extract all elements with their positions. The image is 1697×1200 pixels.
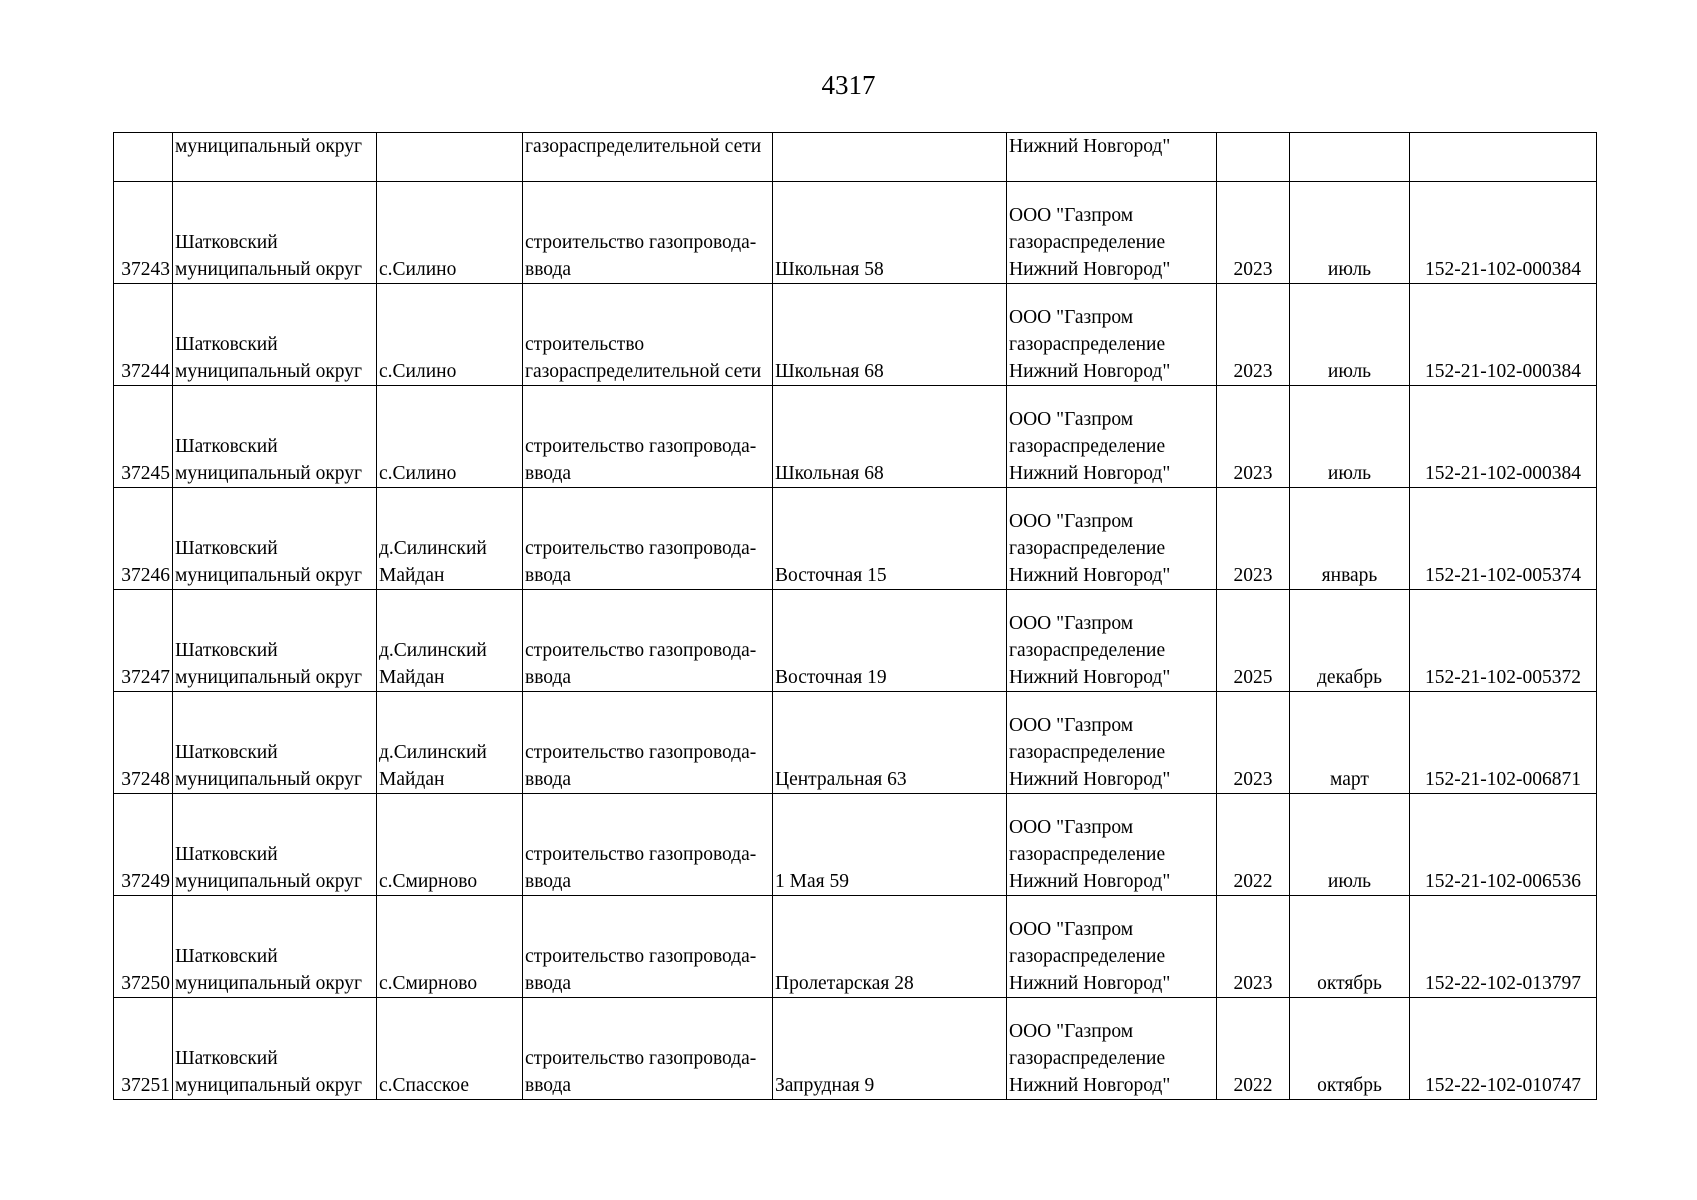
settlement-cell-line: с.Силино bbox=[379, 259, 457, 280]
district-cell-line: муниципальный округ bbox=[175, 769, 363, 790]
organization-cell-line: Нижний Новгород" bbox=[1009, 136, 1171, 157]
work-type-cell-line: ввода bbox=[525, 259, 572, 280]
address-cell bbox=[773, 182, 1007, 284]
organization-cell-line: Нижний Новгород" bbox=[1009, 973, 1171, 994]
work-type-cell-line: ввода bbox=[525, 463, 572, 484]
work-type-cell bbox=[523, 794, 773, 896]
row-number-cell bbox=[114, 998, 173, 1100]
year-cell bbox=[1217, 133, 1290, 182]
work-type-cell-line: строительство газопровода- bbox=[525, 844, 757, 865]
address-cell-line: Пролетарская 28 bbox=[775, 973, 914, 994]
month-cell bbox=[1290, 692, 1410, 794]
work-type-cell-line: строительство bbox=[525, 334, 645, 355]
year-cell bbox=[1217, 284, 1290, 386]
year-cell-text: 2023 bbox=[1233, 769, 1273, 790]
row-number-cell-text: 37244 bbox=[121, 361, 170, 382]
work-type-cell bbox=[523, 692, 773, 794]
row-number-cell bbox=[114, 692, 173, 794]
organization-cell-line: Нижний Новгород" bbox=[1009, 667, 1171, 688]
address-cell bbox=[773, 284, 1007, 386]
district-cell bbox=[173, 386, 377, 488]
work-type-cell-line: ввода bbox=[525, 973, 572, 994]
year-cell bbox=[1217, 590, 1290, 692]
organization-cell-line: ООО "Газпром bbox=[1009, 715, 1134, 736]
address-cell-line: Центральная 63 bbox=[775, 769, 907, 790]
work-type-cell-line: ввода bbox=[525, 769, 572, 790]
year-cell bbox=[1217, 182, 1290, 284]
organization-cell-line: ООО "Газпром bbox=[1009, 613, 1134, 634]
organization-cell-line: газораспределение bbox=[1009, 538, 1166, 559]
organization-cell-line: ООО "Газпром bbox=[1009, 919, 1134, 940]
work-type-cell-line: ввода bbox=[525, 871, 572, 892]
organization-cell-line: газораспределение bbox=[1009, 640, 1166, 661]
row-number-cell-text: 37243 bbox=[121, 259, 170, 280]
code-cell bbox=[1410, 998, 1597, 1100]
district-cell-line: Шатковский bbox=[175, 334, 278, 355]
work-type-cell-line: строительство газопровода- bbox=[525, 640, 757, 661]
month-cell bbox=[1290, 998, 1410, 1100]
work-type-cell bbox=[523, 998, 773, 1100]
district-cell-line: Шатковский bbox=[175, 946, 278, 967]
organization-cell-line: газораспределение bbox=[1009, 1048, 1166, 1069]
year-cell-text: 2025 bbox=[1233, 667, 1273, 688]
code-cell bbox=[1410, 182, 1597, 284]
code-cell-text: 152-21-102-005372 bbox=[1425, 667, 1581, 688]
address-cell bbox=[773, 998, 1007, 1100]
row-number-cell bbox=[114, 488, 173, 590]
settlement-cell-line: с.Силино bbox=[379, 361, 457, 382]
settlement-cell-line: с.Смирново bbox=[379, 871, 478, 892]
organization-cell bbox=[1007, 692, 1217, 794]
organization-cell-line: Нижний Новгород" bbox=[1009, 769, 1171, 790]
district-cell-line: Шатковский bbox=[175, 1048, 278, 1069]
code-cell bbox=[1410, 794, 1597, 896]
settlement-cell-line: д.Силинский bbox=[379, 640, 487, 661]
row-number-cell-text: 37245 bbox=[121, 463, 170, 484]
row-number-cell bbox=[114, 794, 173, 896]
month-cell bbox=[1290, 488, 1410, 590]
settlement-cell bbox=[377, 590, 523, 692]
table-row bbox=[114, 590, 1597, 692]
address-cell bbox=[773, 386, 1007, 488]
work-type-cell bbox=[523, 896, 773, 998]
settlement-cell-line: с.Силино bbox=[379, 463, 457, 484]
organization-cell bbox=[1007, 284, 1217, 386]
work-type-cell-line: ввода bbox=[525, 565, 572, 586]
settlement-cell-line: Майдан bbox=[379, 769, 445, 790]
code-cell-text: 152-21-102-005374 bbox=[1425, 565, 1581, 586]
district-cell-line: Шатковский bbox=[175, 436, 278, 457]
table-row bbox=[114, 133, 1597, 182]
address-cell-line: 1 Мая 59 bbox=[775, 871, 849, 892]
month-cell bbox=[1290, 284, 1410, 386]
row-number-cell bbox=[114, 386, 173, 488]
district-cell-line: муниципальный округ bbox=[175, 871, 363, 892]
work-type-cell-line: строительство газопровода- bbox=[525, 1048, 757, 1069]
work-type-cell bbox=[523, 284, 773, 386]
district-cell bbox=[173, 998, 377, 1100]
row-number-cell-text: 37249 bbox=[121, 871, 170, 892]
settlement-cell-line: Майдан bbox=[379, 565, 445, 586]
settlement-cell-line: д.Силинский bbox=[379, 742, 487, 763]
year-cell-text: 2022 bbox=[1233, 1075, 1273, 1096]
code-cell-text: 152-22-102-013797 bbox=[1425, 973, 1581, 994]
row-number-cell-text: 37250 bbox=[121, 973, 170, 994]
month-cell-text: март bbox=[1330, 769, 1369, 790]
district-cell-line: Шатковский bbox=[175, 640, 278, 661]
month-cell-text: июль bbox=[1327, 361, 1372, 382]
organization-cell-line: ООО "Газпром bbox=[1009, 307, 1134, 328]
row-number-cell bbox=[114, 133, 173, 182]
month-cell-text: декабрь bbox=[1317, 667, 1382, 688]
organization-cell-line: Нижний Новгород" bbox=[1009, 1075, 1171, 1096]
code-cell-text: 152-21-102-000384 bbox=[1425, 259, 1581, 280]
district-cell-line: муниципальный округ bbox=[175, 565, 363, 586]
year-cell bbox=[1217, 488, 1290, 590]
month-cell-text: октябрь bbox=[1317, 973, 1382, 994]
work-type-cell-line: строительство газопровода- bbox=[525, 232, 757, 253]
page-number: 4317 bbox=[821, 70, 876, 100]
organization-cell-line: Нижний Новгород" bbox=[1009, 259, 1171, 280]
row-number-cell-text: 37246 bbox=[121, 565, 170, 586]
district-cell-line: муниципальный округ bbox=[175, 667, 363, 688]
year-cell-text: 2023 bbox=[1233, 361, 1273, 382]
district-cell-line: муниципальный округ bbox=[175, 259, 363, 280]
district-cell bbox=[173, 488, 377, 590]
code-cell bbox=[1410, 284, 1597, 386]
year-cell-text: 2023 bbox=[1233, 973, 1273, 994]
month-cell bbox=[1290, 896, 1410, 998]
settlement-cell-line: с.Смирново bbox=[379, 973, 478, 994]
district-cell-line: муниципальный округ bbox=[175, 1075, 363, 1096]
settlement-cell bbox=[377, 386, 523, 488]
settlement-cell bbox=[377, 284, 523, 386]
year-cell-text: 2023 bbox=[1233, 565, 1273, 586]
organization-cell-line: Нижний Новгород" bbox=[1009, 871, 1171, 892]
month-cell bbox=[1290, 794, 1410, 896]
organization-cell-line: газораспределение bbox=[1009, 436, 1166, 457]
organization-cell bbox=[1007, 386, 1217, 488]
organization-cell-line: ООО "Газпром bbox=[1009, 817, 1134, 838]
organization-cell-line: ООО "Газпром bbox=[1009, 205, 1134, 226]
code-cell-text: 152-21-102-006536 bbox=[1425, 871, 1581, 892]
code-cell-text: 152-21-102-000384 bbox=[1425, 463, 1581, 484]
code-cell bbox=[1410, 386, 1597, 488]
district-cell-line: Шатковский bbox=[175, 538, 278, 559]
settlement-cell-line: Майдан bbox=[379, 667, 445, 688]
organization-cell-line: газораспределение bbox=[1009, 334, 1166, 355]
month-cell-text: июль bbox=[1327, 259, 1372, 280]
row-number-cell-text: 37248 bbox=[121, 769, 170, 790]
settlement-cell-line: д.Силинский bbox=[379, 538, 487, 559]
organization-cell-line: ООО "Газпром bbox=[1009, 511, 1134, 532]
month-cell bbox=[1290, 386, 1410, 488]
organization-cell-line: ООО "Газпром bbox=[1009, 1021, 1134, 1042]
address-cell bbox=[773, 794, 1007, 896]
district-cell bbox=[173, 692, 377, 794]
work-type-cell bbox=[523, 133, 773, 182]
year-cell bbox=[1217, 692, 1290, 794]
month-cell bbox=[1290, 590, 1410, 692]
organization-cell-line: Нижний Новгород" bbox=[1009, 463, 1171, 484]
work-type-cell-line: ввода bbox=[525, 1075, 572, 1096]
work-type-cell-line: строительство газопровода- bbox=[525, 538, 757, 559]
address-cell-line: Восточная 15 bbox=[775, 565, 887, 586]
district-cell-line: муниципальный округ bbox=[175, 136, 363, 157]
year-cell-text: 2023 bbox=[1233, 259, 1273, 280]
row-number-cell bbox=[114, 182, 173, 284]
row-number-cell-text: 37247 bbox=[121, 667, 170, 688]
month-cell bbox=[1290, 182, 1410, 284]
year-cell bbox=[1217, 998, 1290, 1100]
work-type-cell-line: строительство газопровода- bbox=[525, 946, 757, 967]
table-row bbox=[114, 488, 1597, 590]
address-cell bbox=[773, 488, 1007, 590]
settlement-cell bbox=[377, 488, 523, 590]
settlement-cell-line: с.Спасское bbox=[379, 1075, 470, 1096]
table-row bbox=[114, 896, 1597, 998]
address-cell-line: Школьная 58 bbox=[775, 259, 884, 280]
organization-cell-line: газораспределение bbox=[1009, 844, 1166, 865]
row-number-cell bbox=[114, 590, 173, 692]
code-cell-text: 152-21-102-000384 bbox=[1425, 361, 1581, 382]
row-number-cell bbox=[114, 284, 173, 386]
organization-cell-line: газораспределение bbox=[1009, 742, 1166, 763]
work-type-cell bbox=[523, 182, 773, 284]
table-row bbox=[114, 182, 1597, 284]
work-type-cell-line: газораспределительной сети bbox=[525, 361, 762, 382]
settlement-cell bbox=[377, 182, 523, 284]
organization-cell bbox=[1007, 998, 1217, 1100]
row-number-cell-text: 37251 bbox=[121, 1075, 170, 1096]
code-cell bbox=[1410, 896, 1597, 998]
district-cell bbox=[173, 182, 377, 284]
work-type-cell bbox=[523, 590, 773, 692]
district-cell-line: Шатковский bbox=[175, 844, 278, 865]
month-cell-text: январь bbox=[1321, 565, 1378, 586]
work-type-cell bbox=[523, 386, 773, 488]
address-cell bbox=[773, 590, 1007, 692]
settlement-cell bbox=[377, 794, 523, 896]
table-body bbox=[114, 133, 1597, 1100]
district-cell bbox=[173, 284, 377, 386]
organization-cell bbox=[1007, 133, 1217, 182]
organization-cell-line: ООО "Газпром bbox=[1009, 409, 1134, 430]
work-type-cell-line: строительство газопровода- bbox=[525, 436, 757, 457]
code-cell bbox=[1410, 692, 1597, 794]
organization-cell bbox=[1007, 488, 1217, 590]
table-row bbox=[114, 998, 1597, 1100]
code-cell bbox=[1410, 590, 1597, 692]
organization-cell bbox=[1007, 590, 1217, 692]
table-row bbox=[114, 692, 1597, 794]
district-cell bbox=[173, 794, 377, 896]
settlement-cell bbox=[377, 692, 523, 794]
address-cell bbox=[773, 133, 1007, 182]
code-cell bbox=[1410, 133, 1597, 182]
work-type-cell-line: строительство газопровода- bbox=[525, 742, 757, 763]
address-cell-line: Запрудная 9 bbox=[775, 1075, 875, 1096]
organization-cell bbox=[1007, 182, 1217, 284]
month-cell-text: июль bbox=[1327, 871, 1372, 892]
organization-cell-line: Нижний Новгород" bbox=[1009, 565, 1171, 586]
month-cell bbox=[1290, 133, 1410, 182]
month-cell-text: июль bbox=[1327, 463, 1372, 484]
district-cell-line: Шатковский bbox=[175, 232, 278, 253]
address-cell-line: Школьная 68 bbox=[775, 463, 884, 484]
organization-cell bbox=[1007, 896, 1217, 998]
table-row bbox=[114, 386, 1597, 488]
district-cell-line: Шатковский bbox=[175, 742, 278, 763]
code-cell-text: 152-22-102-010747 bbox=[1425, 1075, 1581, 1096]
work-type-cell-line: ввода bbox=[525, 667, 572, 688]
address-cell-line: Школьная 68 bbox=[775, 361, 884, 382]
work-type-cell bbox=[523, 488, 773, 590]
district-cell-line: муниципальный округ bbox=[175, 463, 363, 484]
month-cell-text: октябрь bbox=[1317, 1075, 1382, 1096]
year-cell-text: 2023 bbox=[1233, 463, 1273, 484]
code-cell-text: 152-21-102-006871 bbox=[1425, 769, 1581, 790]
settlement-cell bbox=[377, 896, 523, 998]
gasification-table bbox=[113, 132, 1597, 1100]
row-number-cell bbox=[114, 896, 173, 998]
settlement-cell bbox=[377, 133, 523, 182]
organization-cell-line: газораспределение bbox=[1009, 232, 1166, 253]
district-cell bbox=[173, 896, 377, 998]
work-type-cell-line: газораспределительной сети bbox=[525, 136, 762, 157]
year-cell bbox=[1217, 896, 1290, 998]
address-cell bbox=[773, 692, 1007, 794]
code-cell bbox=[1410, 488, 1597, 590]
settlement-cell bbox=[377, 998, 523, 1100]
organization-cell-line: Нижний Новгород" bbox=[1009, 361, 1171, 382]
address-cell bbox=[773, 896, 1007, 998]
district-cell bbox=[173, 133, 377, 182]
year-cell bbox=[1217, 794, 1290, 896]
table-row bbox=[114, 794, 1597, 896]
organization-cell bbox=[1007, 794, 1217, 896]
district-cell bbox=[173, 590, 377, 692]
address-cell-line: Восточная 19 bbox=[775, 667, 887, 688]
district-cell-line: муниципальный округ bbox=[175, 361, 363, 382]
year-cell bbox=[1217, 386, 1290, 488]
organization-cell-line: газораспределение bbox=[1009, 946, 1166, 967]
year-cell-text: 2022 bbox=[1233, 871, 1273, 892]
table-row bbox=[114, 284, 1597, 386]
district-cell-line: муниципальный округ bbox=[175, 973, 363, 994]
